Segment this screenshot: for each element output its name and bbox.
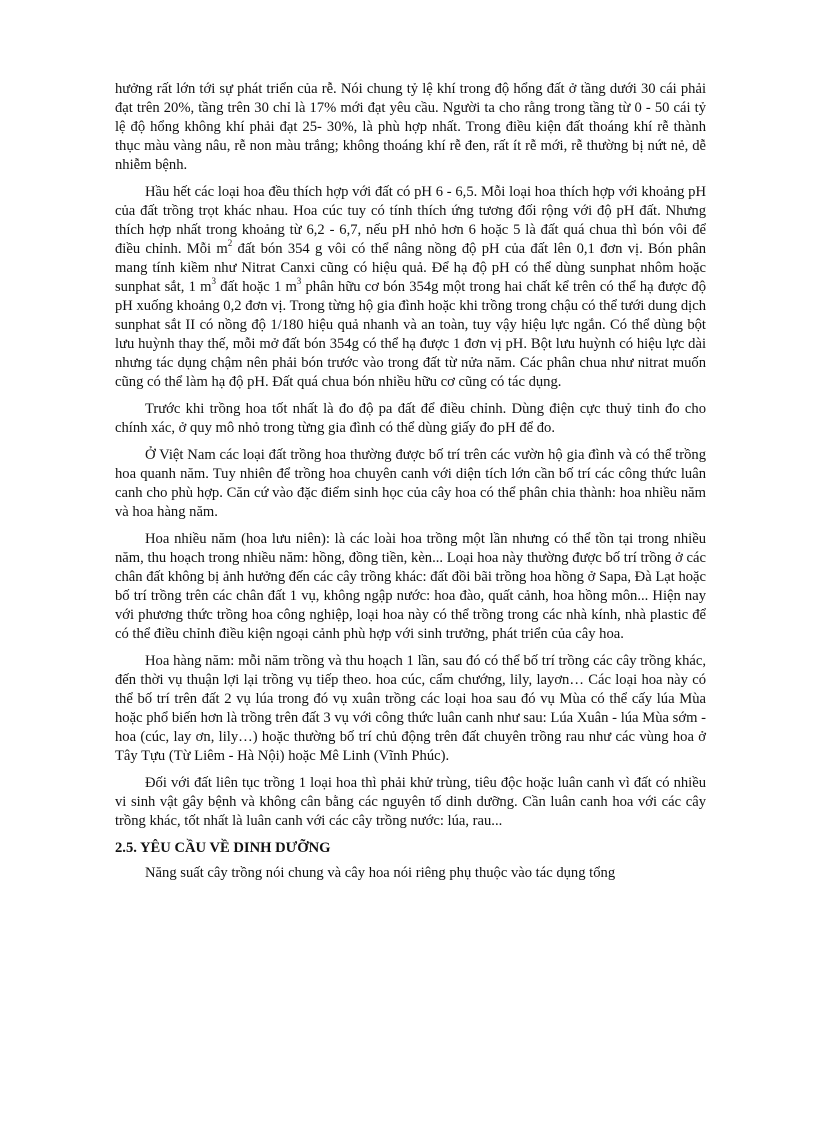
paragraph-nutrition: Năng suất cây trồng nói chung và cây hoa nói riêng phụ thuộc vào tác dụng tổng [145,865,616,881]
paragraph-perennial-flowers: Hoa nhiều năm (hoa lưu niên): là các loài hoa trồng một lần nhưng có thể tồn tại trong nhiều năm, thu hoạch trong nhiều năm: hồng, đồng tiền, kèn... Loại hoa này thường được bố trí trồng ở các chân đất không bị ảnh hưởng đến các cây trồng khác: đất đồi bãi trồng hoa hồng ở Sapa, Đà Lạt hoặc bố trí trồng trên các chân đất 1 vụ, không ngập nước: hoa đào, quất cảnh, hoa hồng môn... Hiện nay với phương thức trồng hoa công nghiệp, loại hoa này có thể trồng trong các nhà kính, nhà plastic để có thể điều chỉnh điều kiện ngoại cảnh phù hợp với sinh trưởng, phát triển của cây hoa. [115,531,706,642]
paragraph-vietnam-soils: Ở Việt Nam các loại đất trồng hoa thường được bố trí trên các vườn hộ gia đình và có thể trồng hoa quanh năm. Tuy nhiên để trồng hoa chuyên canh với diện tích lớn cần bố trí các công thức luân canh cho phù hợp. Căn cứ vào đặc điểm sinh học của cây hoa có thể phân chia thành: hoa nhiều năm và hoa hàng năm. [115,447,706,520]
ph-text-part-4: phân hữu cơ bón 354g một trong hai chất kể trên có thể hạ được độ pH xuống khoảng 0,2 đơn vị. Trong từng hộ gia đình hoặc khi trồng trong chậu có thể tưới dung dịch sunphat sắt II có nồng độ 1/180 hiệu quả nhanh và an toàn, tuy vậy hiệu lực ngắn. Có thể dùng bột lưu huỳnh thay thế, mỗi mở đất bón 354g có thể hạ được 1 đơn vị pH. Bột lưu huỳnh có hiệu lực dài nhưng tác dụng chậm nên phải bón trước vào trong đất từ nửa năm. Các phân chua như nitrat muốn cũng có thể làm hạ độ pH. Đất quá chua bón nhiều hữu cơ cũng có tác dụng. [115,279,707,390]
superscript-2: 2 [227,238,233,248]
ph-text-part-2: đất bón 354 g vôi có thể nâng nồng độ pH của đất lên 0,1 đơn vị. Bón phân mang tính kiềm như Nitrat Canxi cũng có hiệu quả. Để hạ độ pH có thể dùng sunphat nhôm hoặc sunphat sắt, 1 m [115,241,707,295]
paragraph-root-aeration: hưởng rất lớn tới sự phát triển của rễ. Nói chung tỷ lệ khí trong độ hổng đất ở tầng dưới 30 cái phải đạt trên 20%, tầng trên 30 chỉ là 17% mới đạt yêu cầu. Người ta cho rằng trong tầng từ 0 - 50 cái tỷ lệ độ hổng không khí phải đạt 25- 30%, là phù hợp nhất. Trong điều kiện đất thoáng khí rễ thành thục màu vàng nâu, rễ non màu trắng; không thoáng khí rễ đen, rất ít rễ mới, rễ thường bị nứt nẻ, dễ nhiễm bệnh. [115,81,706,173]
superscript-3b: 3 [296,276,302,286]
ph-text-part-3: đất hoặc 1 m [216,279,297,295]
paragraph-annual-flowers: Hoa hàng năm: mỗi năm trồng và thu hoạch 1 lần, sau đó có thể bố trí trồng các cây trồng khác, đến thời vụ thuận lợi lại trồng vụ tiếp theo. hoa cúc, cẩm chướng, lily, layơn… Các loại hoa này có thể bố trí trên đất 2 vụ lúa trong đó vụ xuân trồng các loại hoa sau đó vụ Mùa có thể cấy lúa Mùa hoặc phổ biến hơn là trồng trên đất 3 vụ với công thức luân canh như sau: Lúa Xuân - lúa Mùa sớm - hoa (cúc, lay ơn, lily…) hoặc thường bố trí chủ động trên đất chuyên trồng rau như các vùng hoa ở Tây Tựu (Từ Liêm - Hà Nội) hoặc Mê Linh (Vĩnh Phúc). [115,653,706,764]
ph-text-part-1: Hầu hết các loại hoa đều thích hợp với đất có pH 6 - 6,5. Mỗi loại hoa thích hợp với khoảng pH của đất trồng trọt khác nhau. Hoa cúc tuy có tính thích ứng tương đối rộng với độ pH đất. Nhưng thích hợp nhất trong khoảng từ 6,2 - 6,7, nếu pH nhỏ hơn 6 hoặc 5 là đất quá chua thì bón vôi để điều chỉnh. Mỗi m [115,184,706,257]
document-page [115,80,706,891]
paragraph-soil-ph [115,183,706,392]
paragraph-crop-rotation: Đối với đất liên tục trồng 1 loại hoa thì phải khử trùng, tiêu độc hoặc luân canh vì đất có nhiều vi sinh vật gây bệnh và không cân bằng các nguyên tố dinh dưỡng. Cần luân canh hoa với các cây trồng khác, tốt nhất là luân canh với các cây trồng nước: lúa, rau... [115,775,706,829]
paragraph-ph-measurement: Trước khi trồng hoa tốt nhất là đo độ pa đất để điều chỉnh. Dùng điện cực thuỷ tinh đo cho chính xác, ở quy mô nhỏ trong từng gia đình có thể dùng giấy đo pH để đo. [115,401,706,436]
section-heading: 2.5. YÊU CẦU VỀ DINH DƯỠNG [115,840,331,856]
superscript-3a: 3 [211,276,216,286]
